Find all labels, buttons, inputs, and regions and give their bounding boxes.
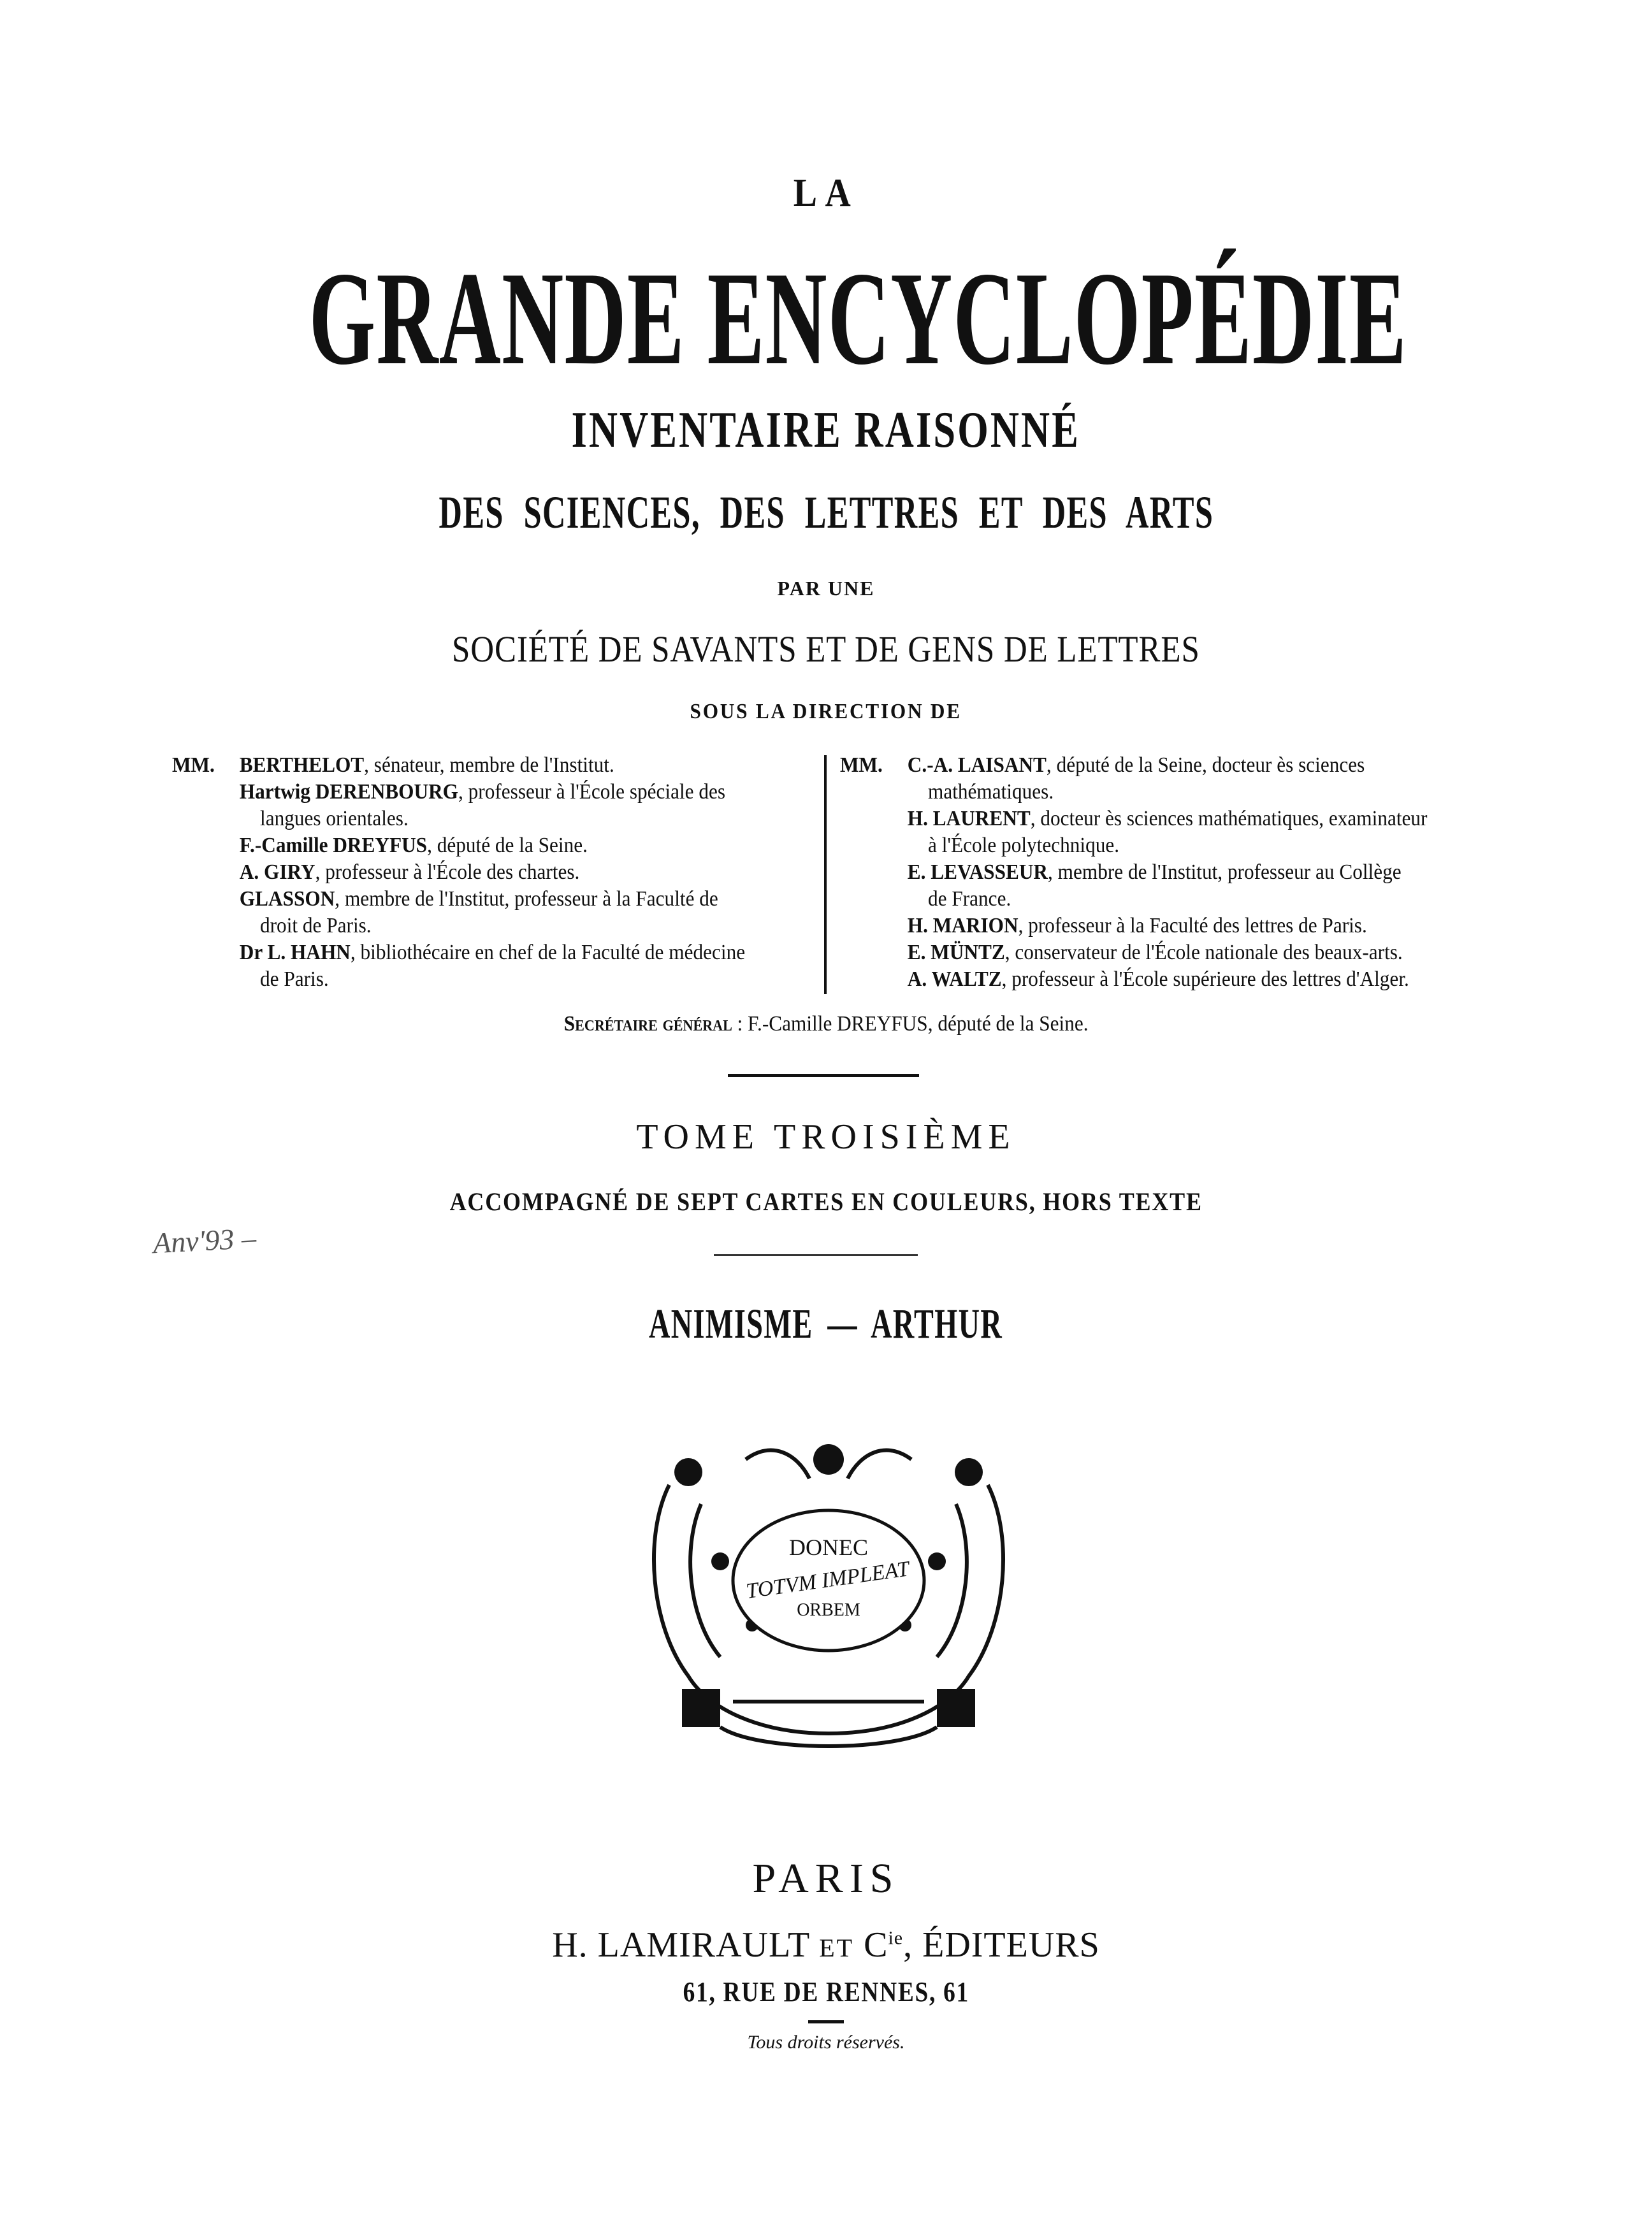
faint-rule: [714, 1254, 918, 1256]
director-description: , député de la Seine.: [427, 834, 588, 857]
page-title: GRANDE ENCYCLOPÉDIE: [308, 245, 1407, 393]
director-description: , membre de l'Institut, professeur à la Faculté de: [335, 887, 718, 911]
director-description: , professeur à l'École spéciale des: [458, 780, 726, 804]
library-stamp: Anv'93 –: [152, 1221, 257, 1260]
directors-left-column: [172, 752, 816, 993]
director-description: , bibliothécaire en chef de la Faculté de médecine: [350, 941, 746, 964]
director-name: E. LEVASSEUR: [907, 860, 1048, 884]
director-description-cont: à l'École polytechnique.: [928, 834, 1120, 857]
director-entry: [172, 752, 812, 779]
subtitle-secondary: DES SCIENCES, DES LETTRES ET DES ARTS: [438, 487, 1214, 538]
director-entry: [172, 859, 812, 886]
director-description: , professeur à la Faculté des lettres de Paris.: [1018, 914, 1367, 937]
director-description: , sénateur, membre de l'Institut.: [364, 753, 614, 777]
director-name: A. WALTZ: [907, 967, 1002, 991]
direction-label: SOUS LA DIRECTION DE: [690, 700, 962, 723]
imprint-publisher: [0, 1925, 1652, 1965]
director-name: BERTHELOT: [239, 753, 365, 777]
director-description: , conservateur de l'École nationale des beaux-arts.: [1004, 941, 1403, 964]
publisher-company-sup: ie: [888, 1927, 904, 1949]
divider-rule: [728, 1074, 919, 1077]
director-name: Hartwig DERENBOURG: [239, 780, 459, 804]
director-description: , député de la Seine, docteur ès sciences: [1046, 753, 1365, 777]
printers-emblem-icon: [631, 1434, 1026, 1765]
director-name: H. LAURENT: [907, 807, 1031, 830]
directors-right-column: [840, 752, 1484, 993]
secretary-label: Secrétaire général: [563, 1012, 732, 1036]
director-description-cont: droit de Paris.: [260, 914, 372, 937]
rights-notice: Tous droits réservés.: [747, 2032, 905, 2053]
director-description-cont: mathématiques.: [928, 780, 1054, 804]
director-description: , docteur ès sciences mathématiques, examinateur: [1030, 807, 1428, 830]
director-name: H. MARION: [907, 914, 1018, 937]
director-name: A. GIRY: [239, 860, 315, 884]
societe-line: SOCIÉTÉ DE SAVANTS ET DE GENS DE LETTRES: [452, 628, 1200, 670]
director-entry: [840, 859, 1480, 913]
director-entry: [172, 886, 812, 939]
director-entry: [172, 779, 812, 832]
director-description: , professeur à l'École supérieure des lettres d'Alger.: [1001, 967, 1409, 991]
director-entry: [172, 832, 812, 859]
director-description-cont: de Paris.: [260, 967, 329, 991]
par-une-label: PAR UNE: [777, 577, 875, 600]
director-name: E. MÜNTZ: [907, 941, 1005, 964]
publisher-et: ET: [819, 1934, 855, 1962]
tome-title: TOME TROISIÈME: [636, 1117, 1016, 1157]
director-name: Dr L. HAHN: [239, 941, 351, 964]
volume-range: ANIMISME — ARTHUR: [649, 1301, 1003, 1347]
secretary-separator: :: [732, 1012, 748, 1036]
director-prefix: MM.: [172, 753, 215, 777]
director-entry: [840, 939, 1480, 966]
director-description-cont: de France.: [928, 887, 1011, 911]
imprint-address: 61, RUE DE RENNES, 61: [683, 1976, 969, 2007]
emblem-motto-2: TOTVM IMPLEAT: [744, 1557, 911, 1603]
title-article: LA: [793, 171, 859, 215]
director-entry: [840, 752, 1480, 806]
director-entry: [840, 913, 1480, 939]
publisher-suffix: , ÉDITEURS: [903, 1925, 1100, 1965]
publisher-name: H. LAMIRAULT: [552, 1925, 810, 1965]
director-description-cont: langues orientales.: [260, 807, 409, 830]
director-name: F.-Camille DREYFUS: [239, 834, 428, 857]
imprint-city: PARIS: [752, 1855, 900, 1902]
secretary-line: [0, 1012, 1652, 1036]
director-description: , membre de l'Institut, professeur au Collège: [1048, 860, 1402, 884]
director-name: C.-A. LAISANT: [907, 753, 1047, 777]
publisher-company: C: [864, 1925, 888, 1965]
director-entry: [840, 966, 1480, 993]
director-prefix: MM.: [840, 753, 883, 777]
emblem-motto-3: ORBEM: [797, 1600, 860, 1620]
short-rule: [808, 2020, 844, 2023]
maps-note: ACCOMPAGNÉ DE SEPT CARTES EN COULEURS, HORS TEXTE: [449, 1187, 1203, 1216]
emblem-motto-1: DONEC: [789, 1535, 868, 1560]
subtitle: INVENTAIRE RAISONNÉ: [571, 402, 1081, 458]
secretary-name: F.-Camille DREYFUS: [747, 1012, 928, 1036]
column-divider: [824, 755, 827, 994]
director-entry: [840, 806, 1480, 859]
director-description: , professeur à l'École des chartes.: [315, 860, 580, 884]
director-entry: [172, 939, 812, 993]
secretary-desc: , député de la Seine.: [927, 1012, 1089, 1036]
director-name: GLASSON: [239, 887, 335, 911]
